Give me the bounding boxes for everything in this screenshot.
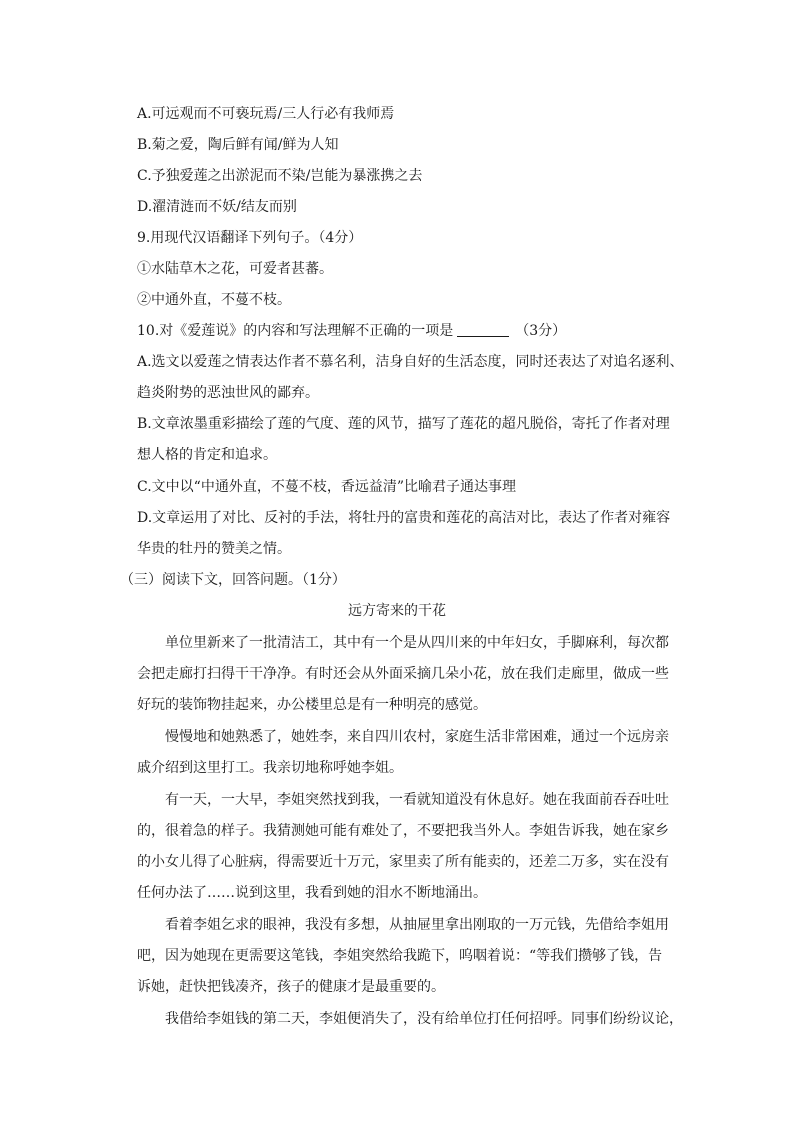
q10-score: （3分） [515,323,567,339]
q10-option-b-line2: 想人格的肯定和追求。 [137,447,277,463]
story-line: 戚介绍到这里打工。我亲切地称呼她李姐。 [137,760,403,776]
story-line: 单位里新来了一批清洁工，其中有一个是从四川来的中年妇女，手脚麻利，每次都 [165,635,669,651]
q8-option-a: A.可远观而不可亵玩焉/三人行必有我师焉 [137,106,395,122]
q10-option-b-line1: B.文章浓墨重彩描绘了莲的气度、莲的风节，描写了莲花的超凡脱俗，寄托了作者对理 [137,416,670,432]
story-line: 的，很着急的样子。我猜测她可能有难处了，不要把我当外人。李姐告诉我，她在家乡 [137,823,669,839]
q8-option-b: B.菊之爱，陶后鲜有闻/鲜为人知 [137,137,339,153]
q10-option-d-line2: 华贵的牡丹的赞美之情。 [137,541,291,557]
story-line: 我借给李姐钱的第二天，李姐便消失了，没有给单位打任何招呼。同事们纷纷议论， [165,1011,683,1027]
q10-option-d-line1: D.文章运用了对比、反衬的手法，将牡丹的富贵和莲花的高洁对比，表达了作者对雍容 [137,510,671,526]
q10-option-c-line1: C.文中以“中通外直，不蔓不枝，香远益清”比喻君子通达事理 [137,479,516,495]
story-line: 的小女儿得了心脏病，得需要近十万元，家里卖了所有能卖的，还差二万多，实在没有 [137,854,669,870]
story-line: 看着李姐乞求的眼神，我没有多想，从抽屉里拿出刚取的一万元钱，先借给李姐用 [165,917,669,933]
answer-blank[interactable] [457,322,509,337]
q9-item-2: ②中通外直，不蔓不枝。 [137,292,291,308]
q8-option-d: D.濯清涟而不妖/结友而别 [137,199,297,215]
story-line: 好玩的装饰物挂起来，办公楼里总是有一种明亮的感觉。 [137,697,487,713]
story-title: 远方寄来的干花 [348,603,446,619]
q10-option-a-line1: A.选文以爱莲之情表达作者不慕名利，洁身自好的生活态度，同时还表达了对追名逐利、 [137,354,684,370]
story-line: 吧，因为她现在更需要这笔钱，李姐突然给我跪下，呜咽着说：“等我们攒够了钱，告 [137,948,663,964]
story-line: 有一天，一大早，李姐突然找到我，一看就知道没有休息好。她在我面前吞吞吐吐 [165,792,669,808]
q8-option-c: C.予独爱莲之出淤泥而不染/岂能为暴涨携之去 [137,168,423,184]
story-line: 诉她，赶快把钱凑齐，孩子的健康才是最重要的。 [137,979,445,995]
story-line: 慢慢地和她熟悉了，她姓李，来自四川农村，家庭生活非常困难，通过一个远房亲 [165,729,669,745]
section-3-heading: （三）阅读下文，回答问题。（1分） [120,572,346,588]
q9-title: 9.用现代汉语翻译下列句子。（4分） [137,230,363,246]
q10-option-a-line2: 趋炎附势的恶浊世风的鄙弃。 [137,385,319,401]
q9-item-1: ①水陆草木之花，可爱者甚蕃。 [137,261,333,277]
story-line: 会把走廊打扫得干干净净。有时还会从外面采摘几朵小花，放在我们走廊里，做成一些 [137,666,669,682]
q10-title [137,321,566,341]
q10-title-text: 10.对《爱莲说》的内容和写法理解不正确的一项是 [137,323,454,339]
story-line: 任何办法了……说到这里，我看到她的泪水不断地涌出。 [137,885,487,901]
